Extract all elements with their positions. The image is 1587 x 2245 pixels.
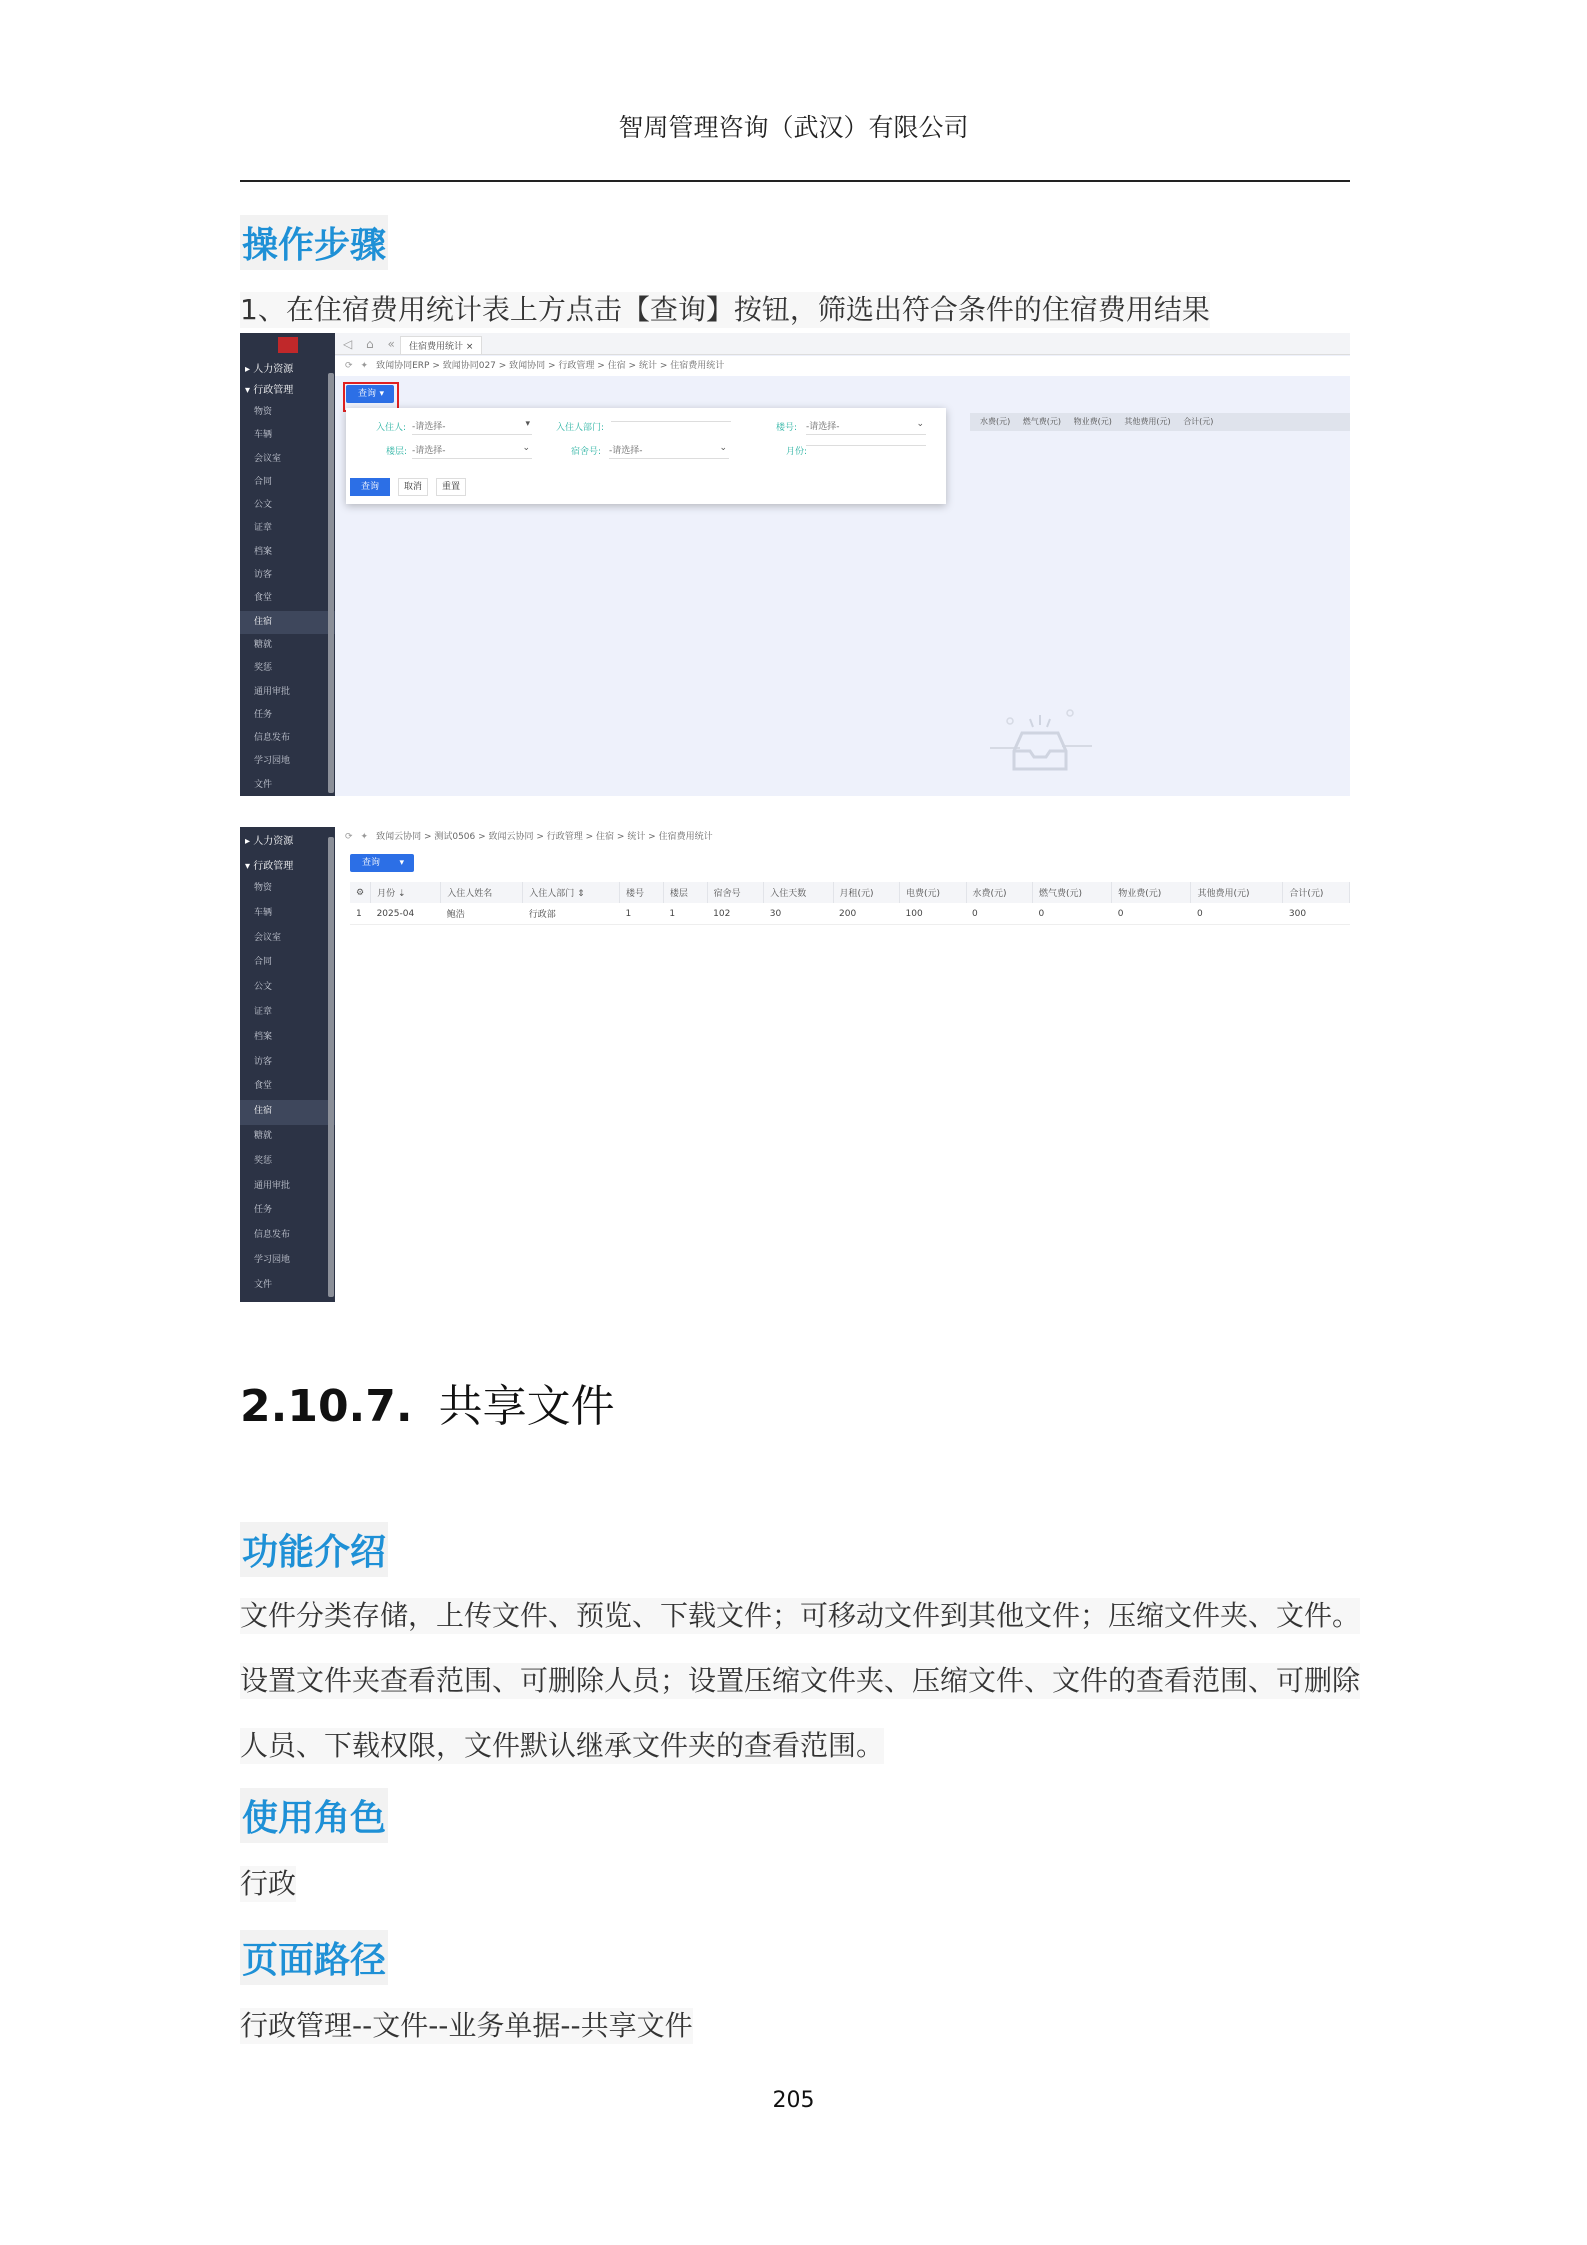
sidebar-group-admin[interactable]: ▾ 行政管理 [245,385,294,396]
sidebar-item[interactable]: 访客 [254,570,273,581]
chapter-heading: 2.10.7. 共享文件 [240,1381,615,1432]
sidebar-item[interactable]: 公文 [254,500,273,511]
screenshot-filter-panel [240,333,1350,796]
column-header[interactable]: 燃气费(元) [1033,882,1112,903]
intro-line-1: 文件分类存储，上传文件、预览、下载文件；可移动文件到其他文件；压缩文件夹、文件。 [240,1598,1360,1634]
sidebar-scrollbar[interactable] [328,837,334,1297]
table-cell: 行政部 [523,903,620,925]
table-cell: 200 [833,903,900,925]
sidebar-item[interactable]: 公文 [254,982,273,993]
refresh-icon[interactable]: ⟳ [345,832,353,842]
sidebar-item[interactable]: 任务 [254,709,273,720]
pin-icon[interactable]: ✦ [360,832,369,842]
sidebar-item[interactable]: 糖就 [254,1130,273,1141]
sidebar-item[interactable]: 信息发布 [254,733,291,744]
sidebar [240,333,335,796]
table-cell: 1 [350,903,371,925]
dropdown-caret-icon: ⌄ [916,419,924,429]
query-dropdown-button[interactable]: 查询 ▾ [346,385,394,403]
sidebar-item[interactable]: 车辆 [254,430,273,441]
sidebar-item[interactable]: 文件 [254,779,273,790]
table-cell: 100 [900,903,967,925]
sidebar-item[interactable]: 食堂 [254,593,273,604]
path-value: 行政管理--文件--业务单据--共享文件 [240,2008,693,2044]
intro-line-2: 设置文件夹查看范围、可删除人员；设置压缩文件夹、压缩文件、文件的查看范围、可删除 [240,1663,1360,1699]
sidebar-item[interactable]: 通用审批 [254,686,291,697]
filter-month[interactable]: 月份: [786,444,807,457]
column-header[interactable]: 月份 ⇣ [371,882,441,903]
sidebar-group-hr[interactable]: ▸ 人力资源 [245,364,294,375]
sidebar-item[interactable]: 任务 [254,1205,273,1216]
sidebar-item[interactable]: 食堂 [254,1081,273,1092]
sidebar-item[interactable]: 合同 [254,957,273,968]
sidebar-group-admin[interactable]: ▾ 行政管理 [245,861,294,872]
step-1-text: 1、在住宿费用统计表上方点击【查询】按钮，筛选出符合条件的住宿费用结果 [240,292,1210,328]
sidebar-item[interactable]: 会议室 [254,453,282,464]
breadcrumb: ⟳ ✦ 致闻协同ERP > 致闻协同027 > 致闻协同 > 行政管理 > 住宿 > 统计 > 住宿费用统计 [335,356,1350,376]
table-cell: 30 [764,903,833,925]
sidebar-item[interactable]: 通用审批 [254,1180,291,1191]
sidebar-item[interactable]: 档案 [254,1031,273,1042]
filter-department[interactable]: 入住人部门: [556,420,604,433]
refresh-icon[interactable]: ⟳ [345,361,353,371]
nav-arrows-icon[interactable]: ◁ ⌂ « [343,337,400,351]
sidebar-item-active[interactable]: 住宿 [240,611,335,634]
empty-state-icon [970,683,1110,793]
table-cell: 1 [663,903,707,925]
table-cell: 102 [707,903,764,925]
row-settings-icon[interactable]: ⚙ [350,882,371,903]
column-header[interactable]: 入住人姓名 [441,882,523,903]
filter-occupant[interactable]: 入住人: -请选择- ▾ [376,419,530,433]
sidebar-item[interactable]: 学习园地 [254,756,291,767]
screenshot-result-table [240,827,1350,1302]
dropdown-caret-icon: ⌄ [719,443,727,453]
sidebar-item[interactable]: 糖就 [254,639,273,650]
pin-icon[interactable]: ✦ [360,361,369,371]
table-cell: 300 [1283,903,1350,925]
app-logo [278,337,298,353]
sidebar-item[interactable]: 合同 [254,476,273,487]
header-rule [240,180,1350,182]
page-header: 智周管理咨询（武汉）有限公司 [618,113,969,142]
sidebar-item[interactable]: 证章 [254,523,273,534]
column-header[interactable]: 楼层 [663,882,707,903]
table-cell: 鲍浩 [441,903,523,925]
dropdown-caret-icon: ⌄ [522,443,530,453]
dropdown-caret-icon: ▾ [525,419,530,429]
caret-down-icon: ▾ [379,389,384,399]
tab-bar [335,333,1350,355]
sidebar-item[interactable]: 物资 [254,883,273,893]
table-cell: 2025-04 [371,903,441,925]
column-header[interactable]: 其他费用(元) [1191,882,1283,903]
sidebar-item[interactable]: 信息发布 [254,1230,291,1241]
column-header[interactable]: 合计(元) [1283,882,1350,903]
sidebar-item[interactable]: 访客 [254,1056,273,1067]
table-cell: 0 [1112,903,1191,925]
sidebar-item[interactable]: 车辆 [254,907,273,918]
tab-accommodation-stats[interactable]: 住宿费用统计 × [400,336,482,354]
column-header[interactable]: 水费(元) [966,882,1033,903]
sidebar-item[interactable]: 奖惩 [254,663,273,674]
sidebar-item[interactable]: 学习园地 [254,1254,291,1265]
query-dropdown-button[interactable]: 查询 ▾ [350,854,414,872]
sidebar-item[interactable]: 物资 [254,407,273,417]
sidebar-item[interactable]: 文件 [254,1279,273,1290]
sidebar-item[interactable]: 会议室 [254,932,282,943]
results-table [350,882,1350,925]
sidebar-item[interactable]: 档案 [254,546,273,557]
filter-floor[interactable]: 楼层: -请选择- ⌄ [386,443,530,457]
section-title-intro: 功能介绍 [240,1522,388,1577]
sidebar-scrollbar[interactable] [328,373,334,793]
table-cell: 0 [1191,903,1283,925]
section-title-role: 使用角色 [240,1788,388,1843]
sidebar [240,827,335,1302]
panel-reset-button[interactable]: 重置 [436,478,466,496]
caret-down-icon: ▾ [399,858,404,868]
breadcrumb: ⟳ ✦ 致闻云协同 > 测试0506 > 致闻云协同 > 行政管理 > 住宿 > 统计 > 住宿费用统计 [335,827,1350,847]
table-cell: 0 [1033,903,1112,925]
column-header[interactable]: 楼号 [619,882,663,903]
sidebar-item[interactable]: 奖惩 [254,1155,273,1166]
column-header[interactable]: 电费(元) [900,882,967,903]
table-cell: 1 [619,903,663,925]
filter-panel [346,408,946,504]
sidebar-item[interactable]: 证章 [254,1006,273,1017]
column-header[interactable]: 入住天数 [764,882,833,903]
table-header-row [350,882,1350,903]
column-header[interactable]: 宿舍号 [707,882,764,903]
table-cell: 0 [966,903,1033,925]
column-header-strip: 水费(元) 燃气费(元) 物业费(元) 其他费用(元) 合计(元) [970,413,1350,431]
section-title-path: 页面路径 [240,1930,388,1985]
table-row[interactable] [350,903,1350,925]
panel-cancel-button[interactable]: 取消 [398,478,428,496]
page-number: 205 [772,2088,815,2113]
intro-line-3: 人员、下载权限，文件默认继承文件夹的查看范围。 [240,1728,884,1764]
panel-query-button[interactable]: 查询 [350,478,390,496]
column-header[interactable]: 物业费(元) [1112,882,1191,903]
column-header[interactable]: 月租(元) [833,882,900,903]
column-header[interactable]: 入住人部门 ⇕ [523,882,620,903]
section-title-steps: 操作步骤 [240,215,388,270]
role-value: 行政 [240,1866,296,1902]
sidebar-group-hr[interactable]: ▸ 人力资源 [245,836,294,847]
filter-dorm-number[interactable]: 宿舍号: -请选择- ⌄ [571,443,727,457]
sidebar-item-active[interactable]: 住宿 [240,1100,335,1125]
filter-building[interactable]: 楼号: -请选择- ⌄ [776,419,924,433]
